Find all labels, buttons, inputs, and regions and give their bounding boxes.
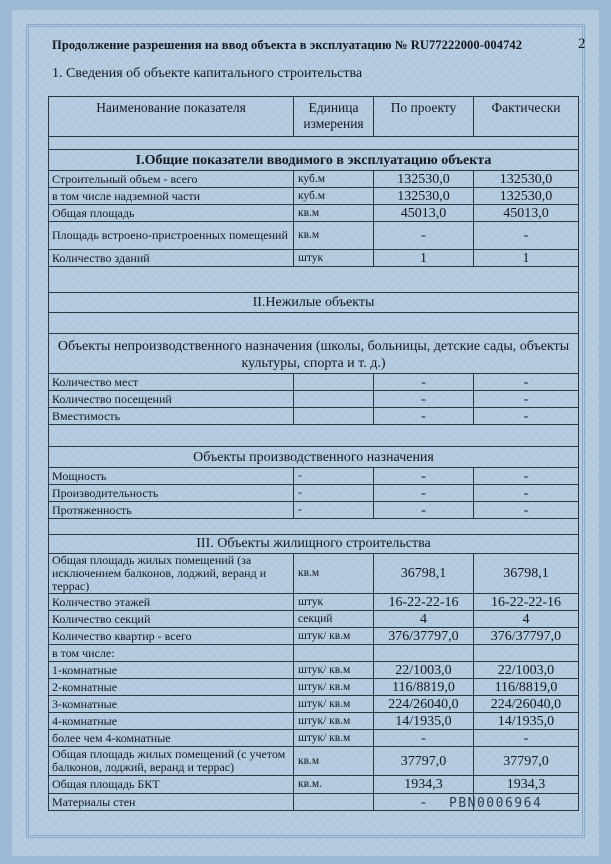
spacer-cell xyxy=(49,267,579,293)
row-label: Количество посещений xyxy=(49,391,294,408)
unit-cell: секций xyxy=(294,611,374,628)
unit-cell: штук/ кв.м xyxy=(294,713,374,730)
spacer-cell xyxy=(49,519,579,535)
row-label: Мощность xyxy=(49,468,294,485)
fact-value: - xyxy=(474,408,579,425)
section-header: Объекты непроизводственного назначения (школы, больницы, детские сады, объекты культуры, спорта и т. д.) xyxy=(49,334,579,374)
spacer-cell xyxy=(49,313,579,334)
row-label: Количество мест xyxy=(49,374,294,391)
row-label: Количество зданий xyxy=(49,250,294,267)
plan-value: 4 xyxy=(374,611,474,628)
unit-cell xyxy=(294,408,374,425)
unit-cell: кв.м. xyxy=(294,776,374,794)
table-body xyxy=(49,97,579,811)
row-label: Строительный объем - всего xyxy=(49,171,294,188)
unit-cell: кв.м xyxy=(294,205,374,222)
table-header-row xyxy=(49,97,579,137)
spacer-row xyxy=(49,519,579,535)
spacer-row xyxy=(49,313,579,334)
fact-value: 16-22-22-16 xyxy=(474,594,579,611)
fact-value: - xyxy=(474,485,579,502)
unit-cell: кв.м xyxy=(294,222,374,250)
fact-value: - xyxy=(474,374,579,391)
unit-cell: куб.м xyxy=(294,188,374,205)
unit-cell: штук/ кв.м xyxy=(294,662,374,679)
unit-cell: - xyxy=(294,502,374,519)
fact-value: - xyxy=(474,502,579,519)
table-row xyxy=(49,662,579,679)
section-header-row xyxy=(49,150,579,171)
table-row xyxy=(49,468,579,485)
unit-cell xyxy=(294,374,374,391)
table-row xyxy=(49,628,579,645)
unit-cell: кв.м xyxy=(294,747,374,776)
unit-cell: - xyxy=(294,485,374,502)
fact-value: - xyxy=(474,468,579,485)
fact-value: - xyxy=(474,222,579,250)
section-header-row xyxy=(49,447,579,468)
unit-cell: штук/ кв.м xyxy=(294,679,374,696)
row-label: 4-комнатные xyxy=(49,713,294,730)
plan-value: - xyxy=(374,408,474,425)
table-row xyxy=(49,696,579,713)
column-header: Единица измерения xyxy=(294,97,374,137)
row-label: Общая площадь xyxy=(49,205,294,222)
unit-cell xyxy=(294,794,374,811)
row-label: Общая площадь жилых помещений (за исключением балконов, лоджий, веранд и террас) xyxy=(49,554,294,594)
plan-value: - xyxy=(374,222,474,250)
fact-value: 37797,0 xyxy=(474,747,579,776)
fact-value: 132530,0 xyxy=(474,188,579,205)
page-number: 2 xyxy=(578,36,586,52)
table-row xyxy=(49,391,579,408)
row-label: Общая площадь БКТ xyxy=(49,776,294,794)
table-row xyxy=(49,713,579,730)
unit-cell: - xyxy=(294,468,374,485)
row-label: Количество квартир - всего xyxy=(49,628,294,645)
plan-value: 1 xyxy=(374,250,474,267)
table-row xyxy=(49,374,579,391)
plan-value: - xyxy=(374,730,474,747)
row-label: Количество секций xyxy=(49,611,294,628)
fact-value: 22/1003,0 xyxy=(474,662,579,679)
fact-value: - xyxy=(474,730,579,747)
row-label: в том числе надземной части xyxy=(49,188,294,205)
section-title: 1. Сведения об объекте капитального строительства xyxy=(52,66,363,81)
table-row xyxy=(49,222,579,250)
section-header: III. Объекты жилищного строительства xyxy=(49,535,579,554)
section-header-row xyxy=(49,535,579,554)
unit-cell: кв.м xyxy=(294,554,374,594)
fact-value xyxy=(474,645,579,662)
row-label: Протяженность xyxy=(49,502,294,519)
table-row xyxy=(49,594,579,611)
object-info-table xyxy=(48,96,579,811)
row-label: 3-комнатные xyxy=(49,696,294,713)
unit-cell: куб.м xyxy=(294,171,374,188)
fact-value: 116/8819,0 xyxy=(474,679,579,696)
spacer-cell xyxy=(49,425,579,447)
fact-value: 224/26040,0 xyxy=(474,696,579,713)
row-label: Общая площадь жилых помещений (с учетом балконов, лоджий, веранд и террас) xyxy=(49,747,294,776)
spacer-row xyxy=(49,267,579,293)
plan-value: 132530,0 xyxy=(374,188,474,205)
serial-number: PBN0006964 xyxy=(449,796,543,811)
fact-value: 376/37797,0 xyxy=(474,628,579,645)
spacer-cell xyxy=(49,137,579,150)
section-header-row xyxy=(49,334,579,374)
row-label: 1-комнатные xyxy=(49,662,294,679)
row-label: Производительность xyxy=(49,485,294,502)
plan-value: - xyxy=(374,485,474,502)
row-label: Площадь встроено-пристроенных помещений xyxy=(49,222,294,250)
plan-value: 16-22-22-16 xyxy=(374,594,474,611)
fact-value: 14/1935,0 xyxy=(474,713,579,730)
column-header: Фактически xyxy=(474,97,579,137)
plan-value: 14/1935,0 xyxy=(374,713,474,730)
section-header: Объекты производственного назначения xyxy=(49,447,579,468)
fact-value: 36798,1 xyxy=(474,554,579,594)
table-row xyxy=(49,679,579,696)
column-header: По проекту xyxy=(374,97,474,137)
row-label: 2-комнатные xyxy=(49,679,294,696)
table-row xyxy=(49,502,579,519)
plan-value: 37797,0 xyxy=(374,747,474,776)
plan-value: 45013,0 xyxy=(374,205,474,222)
plan-value: - xyxy=(374,391,474,408)
table-row xyxy=(49,171,579,188)
plan-value: - xyxy=(374,468,474,485)
section-header-row xyxy=(49,293,579,313)
unit-cell: штук/ кв.м xyxy=(294,628,374,645)
column-header: Наименование показателя xyxy=(49,97,294,137)
fact-value: 1 xyxy=(474,250,579,267)
plan-value: 1934,3 xyxy=(374,776,474,794)
table-row xyxy=(49,730,579,747)
row-label: Вместимость xyxy=(49,408,294,425)
plan-value xyxy=(374,645,474,662)
row-label: в том числе: xyxy=(49,645,294,662)
table-row xyxy=(49,611,579,628)
spacer-row xyxy=(49,137,579,150)
table-row xyxy=(49,645,579,662)
row-label: более чем 4-комнатные xyxy=(49,730,294,747)
fact-value: 45013,0 xyxy=(474,205,579,222)
fact-value: 132530,0 xyxy=(474,171,579,188)
document-title: Продолжение разрешения на ввод объекта в эксплуатацию № RU77222000-004742 xyxy=(52,38,523,52)
unit-cell: штук xyxy=(294,250,374,267)
table-row xyxy=(49,485,579,502)
table-row xyxy=(49,554,579,594)
unit-cell: штук xyxy=(294,594,374,611)
plan-value: 376/37797,0 xyxy=(374,628,474,645)
row-label: Количество этажей xyxy=(49,594,294,611)
table-row xyxy=(49,205,579,222)
unit-cell xyxy=(294,645,374,662)
section-header: II.Нежилые объекты xyxy=(49,293,579,313)
plan-value: 132530,0 xyxy=(374,171,474,188)
table-row xyxy=(49,188,579,205)
section-header: I.Общие показатели вводимого в эксплуатацию объекта xyxy=(49,150,579,171)
plan-value: 224/26040,0 xyxy=(374,696,474,713)
row-label: Материалы стен xyxy=(49,794,294,811)
fact-value: 1934,3 xyxy=(474,776,579,794)
plan-value: 116/8819,0 xyxy=(374,679,474,696)
plan-value: 22/1003,0 xyxy=(374,662,474,679)
table-row xyxy=(49,747,579,776)
fact-value: 4 xyxy=(474,611,579,628)
plan-value: 36798,1 xyxy=(374,554,474,594)
unit-cell xyxy=(294,391,374,408)
fact-value: - xyxy=(474,391,579,408)
plan-value: - xyxy=(374,502,474,519)
unit-cell: штук/ кв.м xyxy=(294,696,374,713)
plan-value: - xyxy=(374,794,474,811)
plan-value: - xyxy=(374,374,474,391)
spacer-row xyxy=(49,425,579,447)
table-row xyxy=(49,776,579,794)
table-row xyxy=(49,408,579,425)
unit-cell: штук/ кв.м xyxy=(294,730,374,747)
table-row xyxy=(49,250,579,267)
